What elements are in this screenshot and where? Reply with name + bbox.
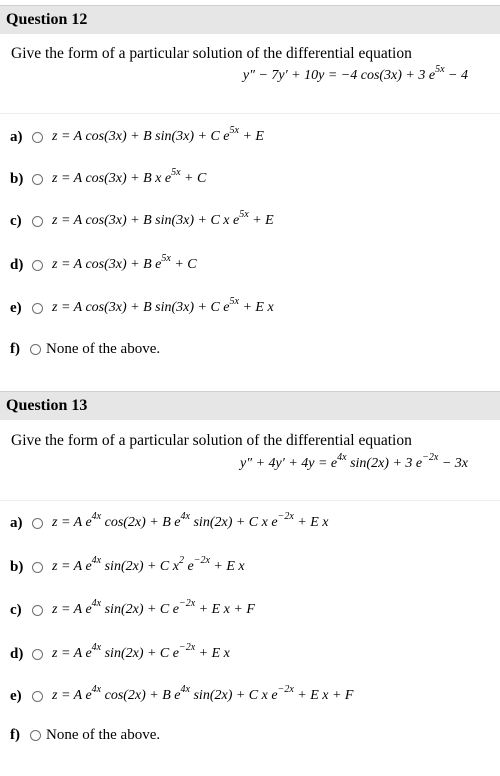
q12-option-c[interactable] xyxy=(10,210,274,232)
q12-option-d[interactable] xyxy=(10,254,197,276)
option-expression: z = A $e^{4x}$ sin(2x) + C $x^2$ $e^{-2x} + E$ x xyxy=(52,555,245,574)
q13-option-f[interactable] xyxy=(10,724,160,746)
radio-button[interactable] xyxy=(32,303,43,314)
radio-button[interactable] xyxy=(30,730,41,741)
option-letter: c) xyxy=(10,601,22,618)
option-letter: d) xyxy=(10,256,24,273)
radio-button[interactable] xyxy=(32,174,43,185)
radio-button[interactable] xyxy=(32,562,43,573)
option-letter: d) xyxy=(10,645,24,662)
q13-option-c[interactable] xyxy=(10,599,255,621)
question-12-header xyxy=(0,5,500,34)
q13-option-b[interactable] xyxy=(10,556,245,578)
option-text: None of the above. xyxy=(46,726,161,743)
radio-button[interactable] xyxy=(32,260,43,271)
option-letter: b) xyxy=(10,170,24,187)
option-expression: z = A cos(3x) + B $e^{5x} + C$ xyxy=(52,253,197,272)
q12-option-b[interactable] xyxy=(10,168,206,190)
option-letter: b) xyxy=(10,558,24,575)
q13-option-a[interactable] xyxy=(10,512,328,534)
q12-option-a[interactable] xyxy=(10,126,264,148)
option-expression: z = A $e^{4x}$ cos(2x) + B $e^{4x}$ sin(2x) + C x $e^{-2x} + E$ x + F xyxy=(52,684,354,703)
radio-button[interactable] xyxy=(32,216,43,227)
option-expression: z = A cos(3x) + B sin(3x) + C $e^{5x} + E$ x xyxy=(52,296,274,315)
option-expression: z = A $e^{4x}$ sin(2x) + C $e^{-2x} + E$ x xyxy=(52,642,230,661)
option-expression: z = A $e^{4x}$ sin(2x) + C $e^{-2x} + E$ x + F xyxy=(52,598,255,617)
question-12-title: Question 12 xyxy=(6,11,88,28)
divider xyxy=(0,113,500,114)
option-letter: f) xyxy=(10,726,20,743)
question-13-title: Question 13 xyxy=(6,397,88,414)
radio-button[interactable] xyxy=(32,649,43,660)
radio-button[interactable] xyxy=(32,691,43,702)
option-text: None of the above. xyxy=(46,340,161,357)
radio-button[interactable] xyxy=(32,518,43,529)
question-13-header xyxy=(0,391,500,420)
radio-button[interactable] xyxy=(32,605,43,616)
option-expression: z = A cos(3x) + B sin(3x) + C x $e^{5x} + E$ xyxy=(52,209,274,228)
option-letter: a) xyxy=(10,514,23,531)
q12-option-e[interactable] xyxy=(10,297,274,319)
q12-option-f[interactable] xyxy=(10,338,160,360)
question-12-prompt: Give the form of a particular solution of the differential equation xyxy=(11,45,412,62)
q13-option-d[interactable] xyxy=(10,643,230,665)
radio-button[interactable] xyxy=(30,344,41,355)
option-expression: z = A $e^{4x}$ cos(2x) + B $e^{4x}$ sin(2x) + C x $e^{-2x} + E$ x xyxy=(52,511,329,530)
option-letter: f) xyxy=(10,340,20,357)
option-letter: a) xyxy=(10,128,23,145)
question-13-equation: $y'' + 4y' + 4y = e^{4x}$ sin(2x) + 3 $e^{-2x} - 3x$ xyxy=(240,452,468,471)
option-letter: c) xyxy=(10,212,22,229)
option-letter: e) xyxy=(10,687,22,704)
option-expression: z = A cos(3x) + B x $e^{5x} + C$ xyxy=(52,167,207,186)
q13-option-e[interactable] xyxy=(10,685,353,707)
option-expression: z = A cos(3x) + B sin(3x) + C $e^{5x} + E$ xyxy=(52,125,264,144)
divider xyxy=(0,500,500,501)
radio-button[interactable] xyxy=(32,132,43,143)
option-letter: e) xyxy=(10,299,22,316)
question-12-equation: y″ − 7y′ + 10y = −4 cos(3x) + 3 $e^{5x} - 4$ xyxy=(242,64,468,83)
question-13-prompt: Give the form of a particular solution of the differential equation xyxy=(11,432,412,449)
